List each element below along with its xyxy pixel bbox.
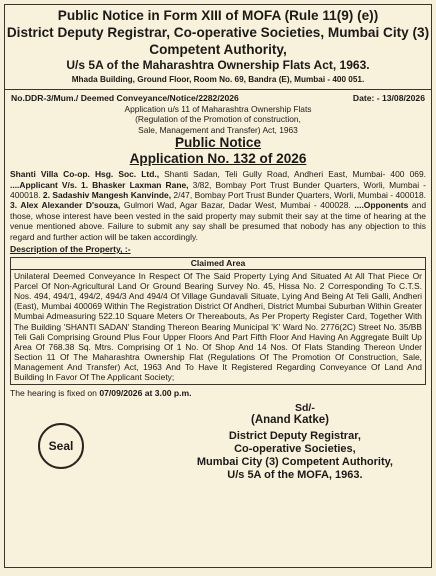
authority-act: U/s 5A of the Maharashtra Ownership Flats Act, 1963. [66, 58, 370, 72]
notice-date: Date: - 13/08/2026 [352, 93, 425, 103]
signature-block [5, 398, 431, 518]
signer-name: (Anand Katke) [251, 414, 329, 427]
respondent1-address: 3/82, Bombay Port Trust Bunder Quarters, Worli, Mumbai - 400018. [10, 179, 426, 201]
claimed-area-text: Unilateral Deemed Conveyance In Respect Of The Said Property Lying And Situated At All That Piece Or Parcel Of Non-Agricultural Land Or Ground Bearing Survey No. 45, Hissa No. 2 Corresponding To C.T.S. Nos. 494, 494/1, 494/2, 494/3 And 494/4 Of Village Gundavali Situate, Lying And Being At Teli Galli, Andheri (East), Mumbai 400069 Within The Registration District Of Andheri, District Mumbai Suburban Within Greater Mumbai Admeasuring 522.10 Square Meters Or Thereabouts, As Per Property Register Card, Together With The Building 'SHANTI SADAN' Standing Thereon Bearing Municipal 'K' Ward No. 2776(2C) Street No. 35/BB Teli Gali Comprising Ground Plus Four Upper Floors And Part Fifth Floor And Having An Aggregate Built Up Area Of 768.38 Sq. Mtrs. Comprising Of 1 No. Of Shop And 14 Nos. Of Flats Standing Thereon Under Section 11 Of The Maharashtra Ownership Flat (Regulations Of The Promotion Of Construction, Sale, Management And Transfer) Act, 1963 And To Have It Registered Regarding Conveyance Of Land And Building In Favor Of The Applicant Society; [14, 271, 422, 382]
respondent2-address: 2/47, Bombay Port Trust Bunder Quarters, Worli, Mumbai - 400018. [171, 190, 426, 201]
reference-number: No.DDR-3/Mum./ Deemed Conveyance/Notice/2282/2026 [11, 93, 239, 103]
subheading-line: Sale, Management and Transfer) Act, 1963 [138, 124, 298, 135]
application-subheading [5, 104, 431, 135]
respondent3-name: 3. Alex Alexander D'souza, [10, 200, 121, 211]
closing-text: and those, whose interest have been vested in the said property may submit their say at the time of hearing at the venue mentioned above. Failure to submit any say shall be presumed that nobody has any objection to this regard and further action will be taken accordingly. [10, 200, 427, 242]
notice-body [5, 167, 431, 242]
authority-role: Competent Authority, [149, 42, 287, 57]
authority-name: District Deputy Registrar, Co-operative Societies, Mumbai City (3) [6, 25, 430, 40]
authority-address: Mhada Building, Ground Floor, Room No. 69, Bandra (E), Mumbai - 400 051. [71, 75, 365, 84]
hearing-prefix: The hearing is fixed on [10, 388, 100, 399]
signer-office [197, 430, 393, 482]
public-notice-title: Public Notice [174, 135, 262, 151]
public-notice [4, 4, 432, 568]
notice-header [5, 5, 431, 86]
hearing-line [5, 385, 431, 398]
signer-act: U/s 5A of the MOFA, 1963. [227, 469, 363, 482]
application-number: Application No. 132 of 2026 [129, 151, 307, 167]
signer-department: Co-operative Societies, [234, 443, 356, 456]
respondent2-name: 2. Sadashiv Mangesh Kanvinde, [42, 190, 172, 201]
applicant-name: Shanti Villa Co-op. Hsg. Soc. Ltd., [10, 169, 160, 180]
form-title: Public Notice in Form XIII of MOFA (Rule 11(9) (e)) [57, 8, 379, 23]
reference-line [5, 90, 431, 104]
signed-mark: Sd/- [295, 402, 315, 415]
opponents-label: ....Opponents [354, 200, 409, 211]
claimed-area-heading: Claimed Area [11, 258, 425, 270]
signer-designation: District Deputy Registrar, [228, 430, 361, 443]
versus-label: ....Applicant V/s. 1. Bhasker Laxman Rane, [10, 179, 189, 190]
signer-jurisdiction: Mumbai City (3) Competent Authority, [196, 456, 393, 469]
property-description-title: Description of the Property, :- [10, 244, 131, 255]
subheading-line: (Regulation of the Promotion of construction, [135, 114, 301, 125]
seal-stamp: Seal [38, 423, 84, 469]
respondent3-address: Gulmori Wad, Agar Bazar, Dadar West, Mumbai - 400028. [120, 200, 355, 211]
claimed-area-box [10, 257, 426, 385]
hearing-datetime: 07/09/2026 at 3.00 p.m. [99, 388, 192, 399]
subheading-line: Application u/s 11 of Maharashtra Ownership Flats [124, 104, 312, 114]
applicant-address: Shanti Sadan, Teli Gully Road, Andheri East, Mumbai- 400 069. [159, 169, 426, 180]
